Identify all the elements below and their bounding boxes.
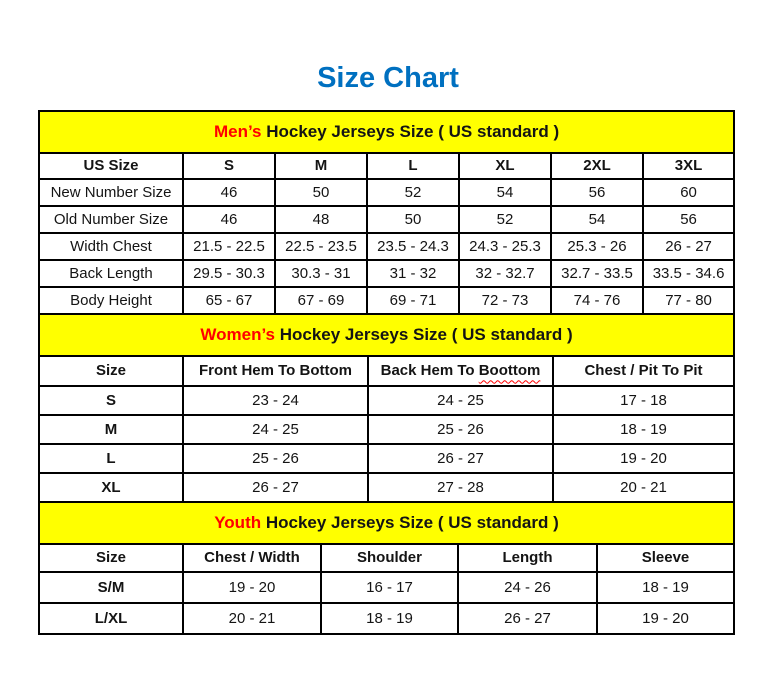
size-value-cell: 16 - 17 bbox=[321, 572, 458, 603]
section-title-highlight: Women’s bbox=[200, 325, 275, 345]
table-row bbox=[39, 206, 734, 233]
column-header-row bbox=[39, 356, 734, 386]
page-title: Size Chart bbox=[317, 62, 459, 94]
column-header-cell bbox=[183, 544, 321, 572]
size-value-cell: 20 - 21 bbox=[183, 603, 321, 634]
size-value-cell: 60 bbox=[643, 179, 734, 206]
size-value-cell: 19 - 20 bbox=[597, 603, 734, 634]
column-header-text: L bbox=[408, 157, 418, 175]
column-header-cell bbox=[367, 153, 459, 179]
column-header-cell bbox=[553, 356, 734, 386]
size-value-cell: 25 - 26 bbox=[183, 444, 368, 473]
size-value-cell: 26 - 27 bbox=[368, 444, 553, 473]
section-title-rest: Hockey Jerseys Size ( US standard ) bbox=[261, 513, 559, 533]
size-value-cell: 77 - 80 bbox=[643, 287, 734, 314]
table-row bbox=[39, 233, 734, 260]
size-value-cell: 22.5 - 23.5 bbox=[275, 233, 367, 260]
row-label: XL bbox=[39, 473, 183, 502]
size-value-cell: 54 bbox=[551, 206, 643, 233]
size-value-cell: 32 - 32.7 bbox=[459, 260, 551, 287]
column-header-text: Back Hem To bbox=[380, 362, 479, 380]
column-header-text: XL bbox=[495, 157, 515, 175]
column-header-text: Chest / Width bbox=[204, 549, 300, 567]
column-header-text: Size bbox=[95, 549, 126, 567]
row-label: L/XL bbox=[39, 603, 183, 634]
size-value-cell: 19 - 20 bbox=[553, 444, 734, 473]
column-header-cell bbox=[183, 356, 368, 386]
section-banner-womens bbox=[39, 314, 734, 356]
column-header-text: Length bbox=[502, 549, 553, 567]
size-value-cell: 30.3 - 31 bbox=[275, 260, 367, 287]
column-header-text: Sleeve bbox=[641, 549, 690, 567]
column-header-cell bbox=[39, 544, 183, 572]
table-row bbox=[39, 572, 734, 603]
column-header-cell bbox=[275, 153, 367, 179]
column-header-text: Front Hem To Bottom bbox=[198, 362, 353, 380]
size-value-cell: 52 bbox=[459, 206, 551, 233]
size-value-cell: 24.3 - 25.3 bbox=[459, 233, 551, 260]
column-header-text: Shoulder bbox=[356, 549, 422, 567]
row-label: Back Length bbox=[39, 260, 183, 287]
row-label: New Number Size bbox=[39, 179, 183, 206]
size-value-cell: 20 - 21 bbox=[553, 473, 734, 502]
row-label: M bbox=[39, 415, 183, 444]
size-value-cell: 25 - 26 bbox=[368, 415, 553, 444]
size-value-cell: 56 bbox=[643, 206, 734, 233]
section-title-rest: Hockey Jerseys Size ( US standard ) bbox=[261, 122, 560, 142]
row-label: Old Number Size bbox=[39, 206, 183, 233]
size-table-mens bbox=[38, 110, 735, 315]
size-table-womens bbox=[38, 313, 735, 503]
size-value-cell: 67 - 69 bbox=[275, 287, 367, 314]
size-value-cell: 69 - 71 bbox=[367, 287, 459, 314]
size-value-cell: 26 - 27 bbox=[183, 473, 368, 502]
size-value-cell: 23.5 - 24.3 bbox=[367, 233, 459, 260]
size-value-cell: 25.3 - 26 bbox=[551, 233, 643, 260]
size-value-cell: 46 bbox=[183, 206, 275, 233]
size-value-cell: 19 - 20 bbox=[183, 572, 321, 603]
section-title-highlight: Youth bbox=[214, 513, 262, 533]
column-header-row bbox=[39, 153, 734, 179]
size-value-cell: 65 - 67 bbox=[183, 287, 275, 314]
column-header-cell bbox=[39, 356, 183, 386]
size-value-cell: 48 bbox=[275, 206, 367, 233]
row-label: Width Chest bbox=[39, 233, 183, 260]
column-header-cell bbox=[183, 153, 275, 179]
size-value-cell: 46 bbox=[183, 179, 275, 206]
row-label: S bbox=[39, 386, 183, 415]
section-banner-mens bbox=[39, 111, 734, 153]
table-row bbox=[39, 287, 734, 314]
column-header-cell bbox=[321, 544, 458, 572]
size-value-cell: 54 bbox=[459, 179, 551, 206]
table-row bbox=[39, 473, 734, 502]
column-header-text: M bbox=[314, 157, 328, 175]
size-value-cell: 17 - 18 bbox=[553, 386, 734, 415]
size-value-cell: 18 - 19 bbox=[597, 572, 734, 603]
size-value-cell: 52 bbox=[367, 179, 459, 206]
size-value-cell: 50 bbox=[367, 206, 459, 233]
row-label: Body Height bbox=[39, 287, 183, 314]
column-header-text: 2XL bbox=[583, 157, 611, 175]
column-header-cell bbox=[458, 544, 597, 572]
size-value-cell: 26 - 27 bbox=[458, 603, 597, 634]
size-tables bbox=[38, 110, 733, 635]
column-header-cell bbox=[39, 153, 183, 179]
size-table-youth bbox=[38, 501, 735, 635]
column-header-row bbox=[39, 544, 734, 572]
table-row bbox=[39, 603, 734, 634]
size-value-cell: 50 bbox=[275, 179, 367, 206]
size-value-cell: 32.7 - 33.5 bbox=[551, 260, 643, 287]
row-label: L bbox=[39, 444, 183, 473]
row-label: S/M bbox=[39, 572, 183, 603]
table-row bbox=[39, 260, 734, 287]
size-value-cell: 31 - 32 bbox=[367, 260, 459, 287]
table-row bbox=[39, 179, 734, 206]
column-header-text: US Size bbox=[83, 157, 139, 175]
table-row bbox=[39, 415, 734, 444]
section-title-highlight: Men’s bbox=[213, 122, 262, 142]
section-title-rest: Hockey Jerseys Size ( US standard ) bbox=[275, 325, 573, 345]
column-header-cell bbox=[368, 356, 553, 386]
column-header-cell bbox=[597, 544, 734, 572]
size-value-cell: 33.5 - 34.6 bbox=[643, 260, 734, 287]
size-value-cell: 24 - 26 bbox=[458, 572, 597, 603]
column-header-cell bbox=[551, 153, 643, 179]
size-value-cell: 18 - 19 bbox=[321, 603, 458, 634]
column-header-text: Chest / Pit To Pit bbox=[584, 362, 703, 380]
column-header-cell bbox=[459, 153, 551, 179]
size-value-cell: 29.5 - 30.3 bbox=[183, 260, 275, 287]
size-value-cell: 27 - 28 bbox=[368, 473, 553, 502]
size-value-cell: 23 - 24 bbox=[183, 386, 368, 415]
table-row bbox=[39, 386, 734, 415]
size-value-cell: 72 - 73 bbox=[459, 287, 551, 314]
section-banner-youth bbox=[39, 502, 734, 544]
table-row bbox=[39, 444, 734, 473]
size-value-cell: 56 bbox=[551, 179, 643, 206]
size-value-cell: 74 - 76 bbox=[551, 287, 643, 314]
size-value-cell: 18 - 19 bbox=[553, 415, 734, 444]
column-header-text: Size bbox=[95, 362, 126, 380]
column-header-text: S bbox=[223, 157, 234, 175]
column-header-cell bbox=[643, 153, 734, 179]
size-value-cell: 24 - 25 bbox=[183, 415, 368, 444]
misspelled-word: Boottom bbox=[478, 362, 541, 380]
size-value-cell: 21.5 - 22.5 bbox=[183, 233, 275, 260]
size-value-cell: 24 - 25 bbox=[368, 386, 553, 415]
column-header-text: 3XL bbox=[674, 157, 703, 175]
size-value-cell: 26 - 27 bbox=[643, 233, 734, 260]
